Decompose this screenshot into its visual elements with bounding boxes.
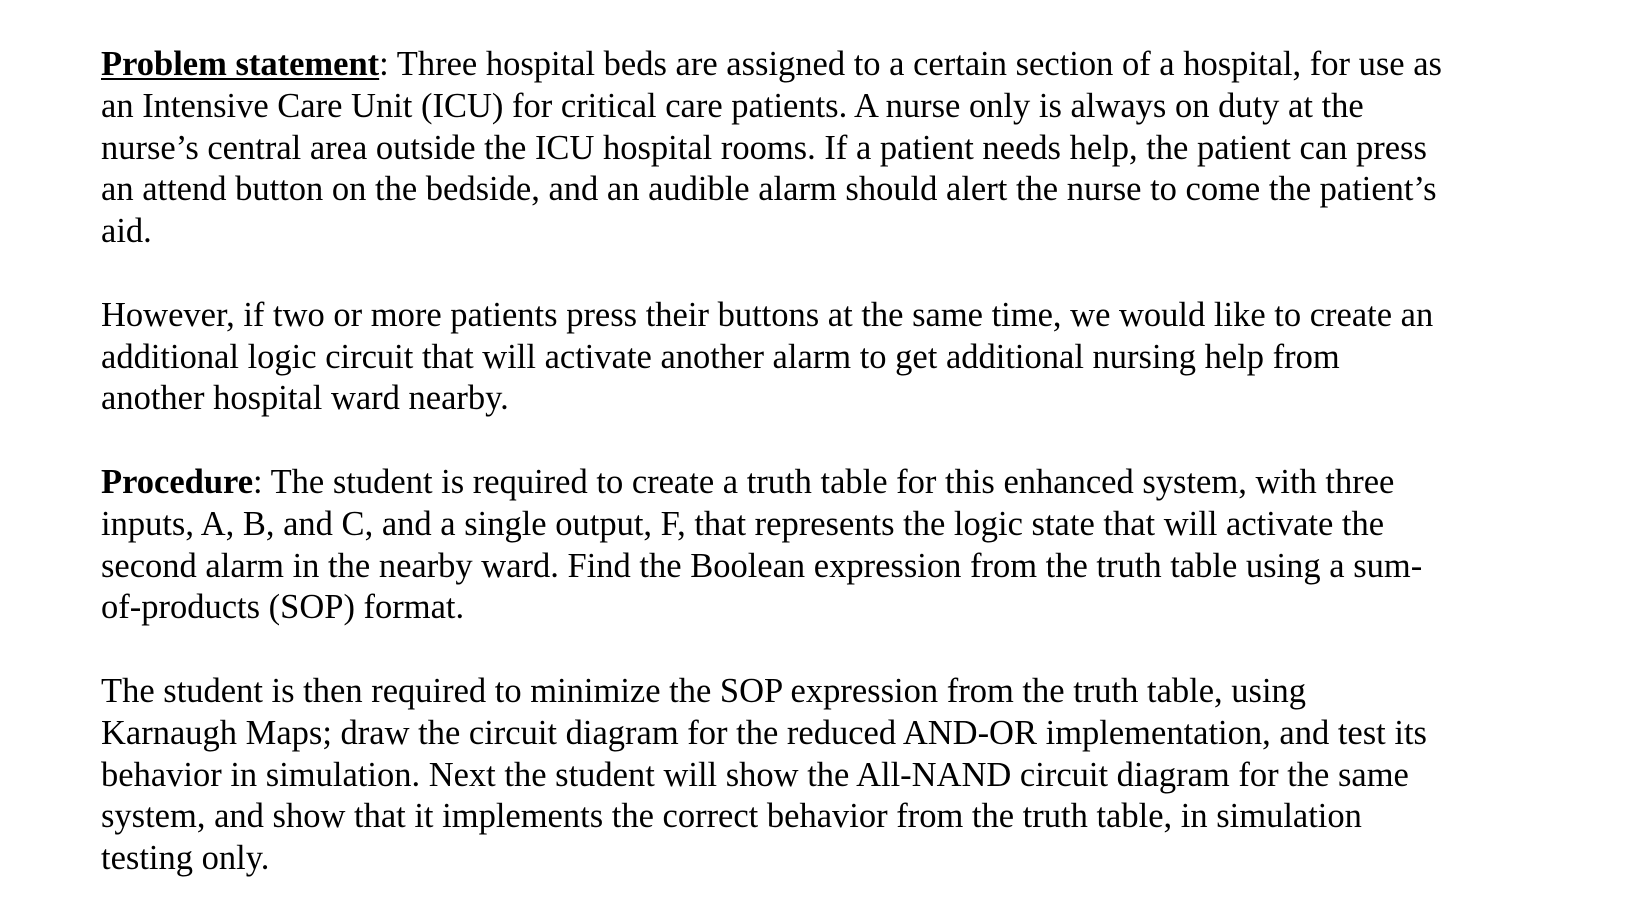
text-line: The student is then required to minimize the SOP expression from the truth table, using <box>101 671 1307 710</box>
text-line: testing only. <box>101 839 270 878</box>
text-line: inputs, A, B, and C, and a single output, F, that represents the logic state that will activate the <box>101 504 1385 543</box>
text-line: of-products (SOP) format. <box>101 588 465 627</box>
heading-problem-statement: Problem statement <box>101 45 380 83</box>
text-line <box>101 44 1561 86</box>
text-line <box>101 462 1561 504</box>
text-line: aid. <box>101 212 152 251</box>
paragraph-procedure <box>101 462 1561 629</box>
text-line: behavior in simulation. Next the student will show the All-NAND circuit diagram for the same <box>101 755 1409 794</box>
heading-colon: : <box>253 462 263 501</box>
text-line: an Intensive Care Unit (ICU) for critical care patients. A nurse only is always on duty at the <box>101 86 1364 125</box>
text-line: However, if two or more patients press their buttons at the same time, we would like to create an <box>101 295 1434 334</box>
paragraph-additional-alarm <box>101 295 1561 420</box>
heading-colon: : <box>379 45 389 83</box>
text-line: second alarm in the nearby ward. Find the Boolean expression from the truth table using a sum- <box>101 546 1423 585</box>
text-line: an attend button on the bedside, and an audible alarm should alert the nurse to come the patient’s <box>101 170 1437 209</box>
text-line: another hospital ward nearby. <box>101 379 509 418</box>
text-line: nurse’s central area outside the ICU hospital rooms. If a patient needs help, the patient can press <box>101 128 1427 167</box>
heading-procedure: Procedure <box>101 462 254 501</box>
paragraph-minimize <box>101 671 1561 880</box>
text-line: system, and show that it implements the correct behavior from the truth table, in simulation <box>101 797 1362 836</box>
document-page <box>101 44 1561 922</box>
text-line-content: Three hospital beds are assigned to a certain section of a hospital, for use as <box>388 45 1442 83</box>
text-line: additional logic circuit that will activate another alarm to get additional nursing help from <box>101 337 1340 376</box>
text-line-content: The student is required to create a truth table for this enhanced system, with three <box>262 462 1395 501</box>
text-line: Karnaugh Maps; draw the circuit diagram for the reduced AND-OR implementation, and test its <box>101 713 1427 752</box>
paragraph-problem-statement <box>101 44 1561 253</box>
